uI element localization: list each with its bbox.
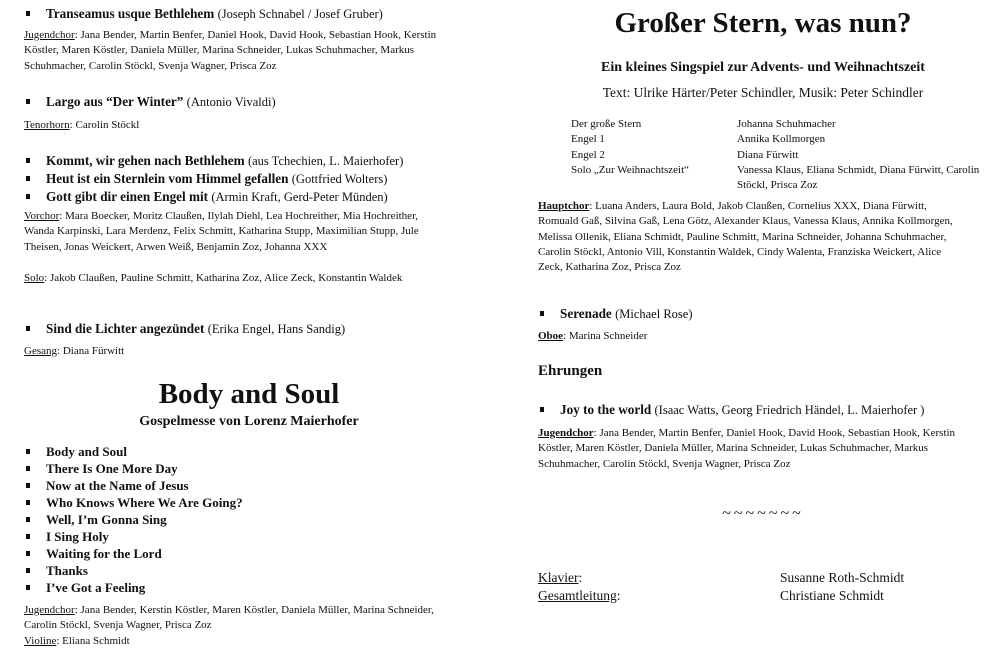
piece-credit: (Isaac Watts, Georg Friedrich Händel, L. Maierhofer )	[654, 403, 925, 417]
piece-joy	[538, 401, 988, 419]
role-label: Oboe	[538, 330, 564, 342]
list-item: I Sing Holy	[24, 528, 476, 545]
footer-credits	[538, 569, 988, 605]
footer-row: Gesamtleitung: Christiane Schmidt	[538, 588, 884, 603]
mass-subtitle: Gospelmesse von Lorenz Maierhofer	[139, 414, 359, 429]
role-label: Jugendchor	[538, 427, 594, 439]
piece-title-line: Kommt, wir gehen nach Bethlehem (aus Tchechien, L. Maierhofer)	[24, 152, 476, 170]
list-item: Well, I’m Gonna Sing	[24, 511, 476, 528]
performer-names: Mara Boecker, Moritz Claußen, Ilylah Diehl, Lea Hochreither, Mia Hochreither, Wanda Karpinski, Lara Merdenz, Felix Schmitt, Katharina Stupp, Maximilian Stupp, Jule Theisen, Jonas Weickert, Arwen Weiß, Benjamin Zoz, Johanna XXX	[24, 210, 419, 253]
list-item: Thanks	[24, 562, 476, 579]
tilde-divider: ~~~~~~~	[722, 505, 804, 522]
piece-serenade	[538, 305, 988, 323]
piece-largo	[24, 93, 476, 111]
cast-role: Engel 1	[571, 133, 605, 146]
list-item: Waiting for the Lord	[24, 545, 476, 562]
performers-tenorhorn: Tenorhorn: Carolin Stöckl	[24, 119, 140, 131]
piece-lichter	[24, 320, 476, 338]
performers-solo: Solo: Jakob Claußen, Pauline Schmitt, Katharina Zoz, Alice Zeck, Konstantin Waldek	[24, 272, 403, 284]
performers-gesang: Gesang: Diana Fürwitt	[24, 345, 125, 357]
piece-title-line: Gott gibt dir einen Engel mit (Armin Kraft, Gerd-Peter Münden)	[24, 188, 476, 206]
singspiel-title: Großer Stern, was nun?	[614, 7, 912, 39]
mass-movements	[24, 443, 476, 596]
list-item: Who Knows Where We Are Going?	[24, 494, 476, 511]
piece-credit: (Erika Engel, Hans Sandig)	[207, 322, 346, 336]
piece-credit: (Joseph Schnabel / Josef Gruber)	[217, 7, 383, 21]
footer-name: Susanne Roth-Schmidt	[780, 570, 905, 585]
performers-vorchor: Vorchor: Mara Boecker, Moritz Claußen, Ilylah Diehl, Lea Hochreither, Mia Hochreither, Wanda Karpinski, Lara Merdenz, Felix Schmitt, Katharina Stupp, Maximilian Stupp, Jule Theisen, Jonas Weickert, Arwen Weiß, Benjamin Zoz, Johanna XXX	[24, 210, 419, 253]
performer-names: Jana Bender, Martin Benfer, Daniel Hook, David Hook, Sebastian Hook, Kerstin Köstler, Maren Köstler, Daniela Müller, Marina Schneider, Lukas Schuhmacher, Markus Schuhmacher, Carolin Stöckl, Svenja Wagner, Prisca Zoz	[538, 427, 956, 470]
cast-role: Der große Stern	[571, 118, 642, 130]
piece-transeamus	[24, 5, 476, 23]
singspiel-credits: Text: Ulrike Härter/Peter Schindler, Musik: Peter Schindler	[602, 85, 924, 100]
cast-role: Engel 2	[571, 148, 605, 161]
piece-title: Transeamus usque Bethlehem	[46, 6, 215, 21]
list-item: Body and Soul	[24, 443, 476, 460]
cast-row	[571, 163, 991, 194]
role-label: Jugendchor	[24, 29, 75, 41]
role-label: Gesang	[24, 345, 57, 357]
piece-credit: (Antonio Vivaldi)	[186, 95, 276, 109]
piece-title-line	[24, 5, 476, 23]
section-heading-ehrungen: Ehrungen	[538, 363, 603, 379]
list-item: There Is One More Day	[24, 460, 476, 477]
performer-names: Jakob Claußen, Pauline Schmitt, Katharina Zoz, Alice Zeck, Konstantin Waldek	[50, 272, 403, 284]
performers-violine: Violine: Eliana Schmidt	[24, 635, 130, 647]
cast-name: Diana Fürwitt	[737, 148, 799, 161]
piece-title: Serenade	[560, 306, 612, 321]
piece-title: Sind die Lichter angezündet	[46, 321, 205, 336]
performers-oboe: Oboe: Marina Schneider	[538, 330, 648, 342]
performers-hauptchor: Hauptchor: Luana Anders, Laura Bold, Jakob Claußen, Cornelius XXX, Diana Fürwitt, Romuald Gaß, Silvina Gaß, Lena Götz, Alexander Klaus, Vanessa Klaus, Annika Kollmorgen, Melissa Ollenik, Eliana Schmidt, Pauline Schmitt, Marina Schneider, Johanna Schuhmacher, Carolin Stöckl, Antonio Vill, Konstantin Waldek, Cindy Walenta, Franziska Weickert, Alice Zeck, Katharina Zoz, Prisca Zoz	[538, 200, 953, 274]
performer-names: Jana Bender, Kerstin Köstler, Maren Köstler, Daniela Müller, Marina Schneider, Carolin Stöckl, Svenja Wagner, Prisca Zoz	[24, 604, 434, 632]
performer-names: Luana Anders, Laura Bold, Jakob Claußen, Cornelius XXX, Diana Fürwitt, Romuald Gaß, Silvina Gaß, Lena Götz, Alexander Klaus, Vanessa Klaus, Annika Kollmorgen, Melissa Ollenik, Eliana Schmidt, Pauline Schmitt, Marina Schneider, Johanna Schuhmacher, Carolin Stöckl, Antonio Vill, Konstantin Waldek, Cindy Walenta, Franziska Weickert, Alice Zeck, Katharina Zoz, Prisca Zoz	[538, 200, 953, 274]
cast-name: Annika Kollmorgen	[737, 133, 826, 146]
performer-names: Marina Schneider	[568, 330, 648, 342]
piece-title-line: Heut ist ein Sternlein vom Himmel gefallen (Gottfried Wolters)	[24, 170, 476, 188]
performers-mass-jugendchor: Jugendchor: Jana Bender, Kerstin Köstler, Maren Köstler, Daniela Müller, Marina Schneider, Carolin Stöckl, Svenja Wagner, Prisca Zoz	[24, 604, 434, 632]
role-label: Jugendchor	[24, 604, 75, 616]
piece-title: Largo aus “Der Winter”	[46, 94, 184, 109]
singspiel-subtitle: Ein kleines Singspiel zur Advents- und Weihnachtszeit	[601, 60, 925, 75]
list-item: Now at the Name of Jesus	[24, 477, 476, 494]
role-label: Vorchor	[24, 210, 60, 222]
role-label: Violine	[24, 635, 57, 647]
piece-title: Joy to the world	[560, 402, 652, 417]
piece-group-vorchor	[24, 152, 476, 206]
footer-role: Gesamtleitung	[538, 588, 617, 603]
performer-names: Carolin Stöckl	[75, 119, 140, 131]
cast-name: Johanna Schuhmacher	[737, 118, 836, 130]
performer-names: Jana Bender, Martin Benfer, Daniel Hook, David Hook, Sebastian Hook, Kerstin Köstler, Maren Köstler, Daniela Müller, Marina Schneider, Lukas Schuhmacher, Markus Schuhmacher, Carolin Stöckl, Svenja Wagner, Prisca Zoz	[24, 29, 437, 72]
role-label: Solo	[24, 272, 45, 284]
footer-name: Christiane Schmidt	[780, 588, 884, 603]
cast-row	[571, 132, 991, 147]
role-label: Tenorhorn	[24, 119, 70, 131]
performers-joy-jugendchor: Jugendchor: Jana Bender, Martin Benfer, Daniel Hook, David Hook, Sebastian Hook, Kerstin Köstler, Maren Köstler, Daniela Müller, Marina Schneider, Lukas Schuhmacher, Markus Schuhmacher, Carolin Stöckl, Svenja Wagner, Prisca Zoz	[538, 427, 956, 470]
performers-jugendchor: Jugendchor: Jana Bender, Martin Benfer, Daniel Hook, David Hook, Sebastian Hook, Kerstin Köstler, Maren Köstler, Daniela Müller, Marina Schneider, Lukas Schuhmacher, Markus Schuhmacher, Carolin Stöckl, Svenja Wagner, Prisca Zoz	[24, 29, 437, 72]
cast-list	[571, 117, 991, 193]
cast-name: Vanessa Klaus, Eliana Schmidt, Diana Fürwitt, Carolin Stöckl, Prisca Zoz	[737, 163, 980, 192]
piece-credit: (Michael Rose)	[615, 307, 693, 321]
performer-names: Diana Fürwitt	[62, 345, 125, 357]
cast-role: Solo „Zur Weihnachtszeit“	[571, 163, 690, 176]
footer-role: Klavier	[538, 570, 579, 585]
footer-row: Klavier: Susanne Roth-Schmidt	[538, 570, 905, 585]
performer-names: Eliana Schmidt	[62, 635, 130, 647]
cast-row	[571, 117, 991, 132]
mass-title: Body and Soul	[158, 378, 340, 410]
cast-row	[571, 148, 991, 163]
list-item: I’ve Got a Feeling	[24, 579, 476, 596]
role-label: Hauptchor	[538, 200, 590, 212]
